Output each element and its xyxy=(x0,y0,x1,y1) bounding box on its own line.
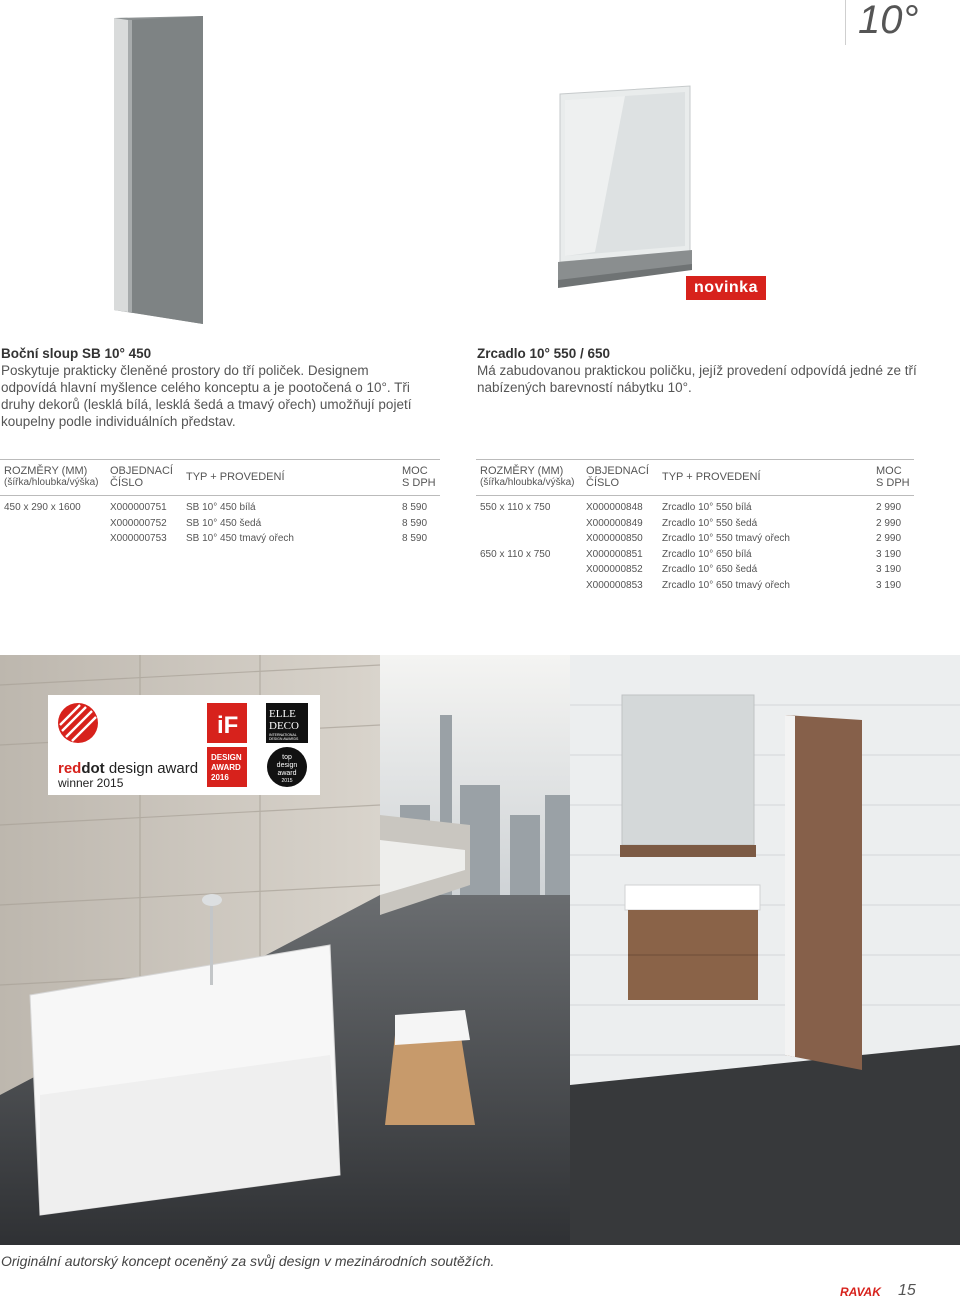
if-label-design: DESIGN xyxy=(211,753,242,762)
table-row: X000000850 Zrcadlo 10° 550 tmavý ořech 2 990 xyxy=(586,533,902,545)
side-column-spec-table xyxy=(0,459,440,547)
if-label-award: AWARD xyxy=(211,763,241,772)
awards-panel xyxy=(48,695,320,795)
elle-international: INTERNATIONAL xyxy=(269,733,297,737)
mirror-description xyxy=(477,345,917,396)
side-column-title: Boční sloup SB 10° 450 xyxy=(1,346,152,361)
reddot-red: red xyxy=(58,760,82,777)
table-row: X000000849 Zrcadlo 10° 550 šedá 2 990 xyxy=(586,517,902,529)
elle-deco-icon xyxy=(266,703,308,743)
deco-word: DECO xyxy=(269,720,299,732)
top-year: 2015 xyxy=(281,778,293,784)
if-label-year: 2016 xyxy=(211,773,229,782)
table-row: X000000752 SB 10° 450 šedá 8 590 xyxy=(110,517,428,529)
table-row: X000000753 SB 10° 450 tmavý ořech 8 590 xyxy=(110,533,428,545)
table-row: 550 x 110 x 750 X000000848 Zrcadlo 10° 550 bílá 2 990 xyxy=(480,502,902,513)
elle-word: ELLE xyxy=(269,708,296,720)
svg-text:RAVAK: RAVAK xyxy=(840,1285,881,1299)
ravak-logo xyxy=(840,1283,888,1299)
col-type-header: TYP + PROVEDENÍ xyxy=(182,460,398,496)
col-dims-header: ROZMĚRY (MM) (šířka/hloubka/výška) xyxy=(476,460,582,496)
mirror-text: Má zabudovanou praktickou poličku, jejíž provedení odpovídá jedné ze tří nabízených barevností nábytku 10°. xyxy=(477,363,917,395)
table-row: 650 x 110 x 750 X000000851 Zrcadlo 10° 650 bílá 3 190 xyxy=(480,548,902,560)
svg-text:reddot design award xyxy=(58,760,198,777)
reddot-winner: winner 2015 xyxy=(58,776,124,790)
series-title-box xyxy=(845,0,960,45)
mirror-image xyxy=(555,84,695,290)
side-column-text: Poskytuje prakticky členěné prostory do tří poliček. Designem odpovídá hlavní myšlence celého konceptu a je pootočená o 10°. Tři druhy dekorů (lesklá bílá, lesklá šedá a tmavý ořech) umožňují pojetí koupelny podle individuálních představ. xyxy=(1,363,412,429)
reddot-design-award: design award xyxy=(104,760,199,777)
series-title: 10° xyxy=(858,0,919,42)
top-word: top xyxy=(282,754,292,761)
top-design-award-icon xyxy=(267,747,307,787)
page-number: 15 xyxy=(898,1282,916,1299)
elle-design-awards: DESIGN AWARDS xyxy=(269,737,299,741)
photo-caption: Originální autorský koncept oceněný za svůj design v mezinárodních soutěžích. xyxy=(1,1253,495,1269)
col-order-header: OBJEDNACÍ ČÍSLO xyxy=(582,460,658,496)
if-logo: iF xyxy=(217,712,239,739)
side-column-description xyxy=(1,345,421,430)
award-word: award xyxy=(277,770,297,777)
mirror-spec-table xyxy=(476,459,914,594)
reddot-dot: dot xyxy=(81,760,105,777)
col-price-header: MOC S DPH xyxy=(872,460,914,496)
col-order-header: OBJEDNACÍ ČÍSLO xyxy=(106,460,182,496)
side-column-image xyxy=(100,14,205,326)
new-badge: novinka xyxy=(686,276,766,300)
table-row: 450 x 290 x 1600 X000000751 SB 10° 450 bílá 8 590 xyxy=(4,502,428,513)
col-dims-header: ROZMĚRY (MM) (šířka/hloubka/výška) xyxy=(0,460,106,496)
table-row: X000000853 Zrcadlo 10° 650 tmavý ořech 3 190 xyxy=(586,579,902,591)
reddot-icon xyxy=(58,703,98,743)
col-price-header: MOC S DPH xyxy=(398,460,440,496)
mirror-title: Zrcadlo 10° 550 / 650 xyxy=(477,346,610,361)
col-type-header: TYP + PROVEDENÍ xyxy=(658,460,872,496)
table-row: X000000852 Zrcadlo 10° 650 šedá 3 190 xyxy=(586,564,902,576)
awards-graphic xyxy=(48,695,320,795)
design-word: design xyxy=(276,762,298,769)
